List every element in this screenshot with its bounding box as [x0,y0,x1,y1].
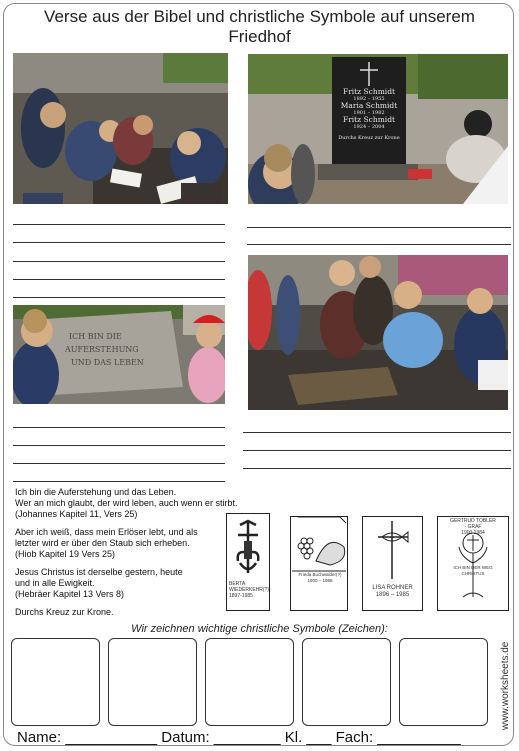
gravestone-drawings [224,513,514,618]
side-url: www.worksheets.de [500,641,511,730]
subject-field[interactable]: Fach: __________ [335,729,461,746]
grapes-bread-icon [290,513,348,611]
gravestone-inscription: Fritz Schmidt 1892 – 1955 Maria Schmidt 1901 – 1982 Fritz Schmidt 1924 – 2004 Durchs Kreuz zur Krone [338,87,400,141]
photo-children-plate [248,255,508,410]
svg-text:AUFERSTEHUNG: AUFERSTEHUNG [65,345,139,354]
writing-lines-3 [13,427,225,487]
name-field[interactable]: Name: ___________ [17,729,158,746]
writing-lines-2 [247,227,511,247]
class-field[interactable]: Kl. ___ [284,729,332,746]
drawing-task: Wir zeichnen wichtige christliche Symbole (Zeichen): [131,623,388,635]
stone-drawing-1: BERTA WIEDERKEHR(?) 1897-1985 [226,513,270,611]
drawing-box-4[interactable] [302,638,391,726]
svg-text:UND DAS LEBEN: UND DAS LEBEN [71,358,144,367]
photo-children-ground [13,53,228,204]
verse-hebrews: Jesus Christus ist derselbe gestern, heute und in alle Ewigkeit. (Hebräer Kapitel 13 Vers 8) [15,567,183,599]
photo-children-stone [13,305,225,404]
svg-text:ICH BIN DIE: ICH BIN DIE [69,332,122,341]
verse-job: Aber ich weiß, dass mein Erlöser lebt, und als letzter wird er über den Staub sich erheben. (Hiob Kapitel 19 Vers 25) [15,527,198,559]
drawing-box-2[interactable] [108,638,197,726]
date-field[interactable]: Datum: ________ [161,729,281,746]
verse-john: Ich bin die Auferstehung und das Leben. Wer an mich glaubt, der wird leben, auch wenn er stirbt. (Johannes Kapitel 11, Vers 25) [15,487,238,519]
verse-motto: Durchs Kreuz zur Krone. [15,607,114,617]
drawing-box-3[interactable] [205,638,294,726]
stone-drawing-2: Frieda Buchwalder(?) 1900 – 1986 [290,513,348,611]
photo-gravestone [248,54,508,204]
writing-lines-4 [243,432,511,472]
drawing-box-5[interactable] [399,638,488,726]
drawing-box-1[interactable] [11,638,100,726]
stone-drawing-3: LISA ROHNER 1896 – 1985 [362,513,423,611]
footer-fields [17,729,461,747]
page-title: Verse aus der Bibel und christliche Symbole auf unserem Friedhof [44,7,475,46]
writing-lines-1 [13,224,225,304]
stone-drawing-4: GERTRUD TOBLER - GRAF 1900 1984 ICH BIN DER WEG CHRISTUS [437,513,509,611]
